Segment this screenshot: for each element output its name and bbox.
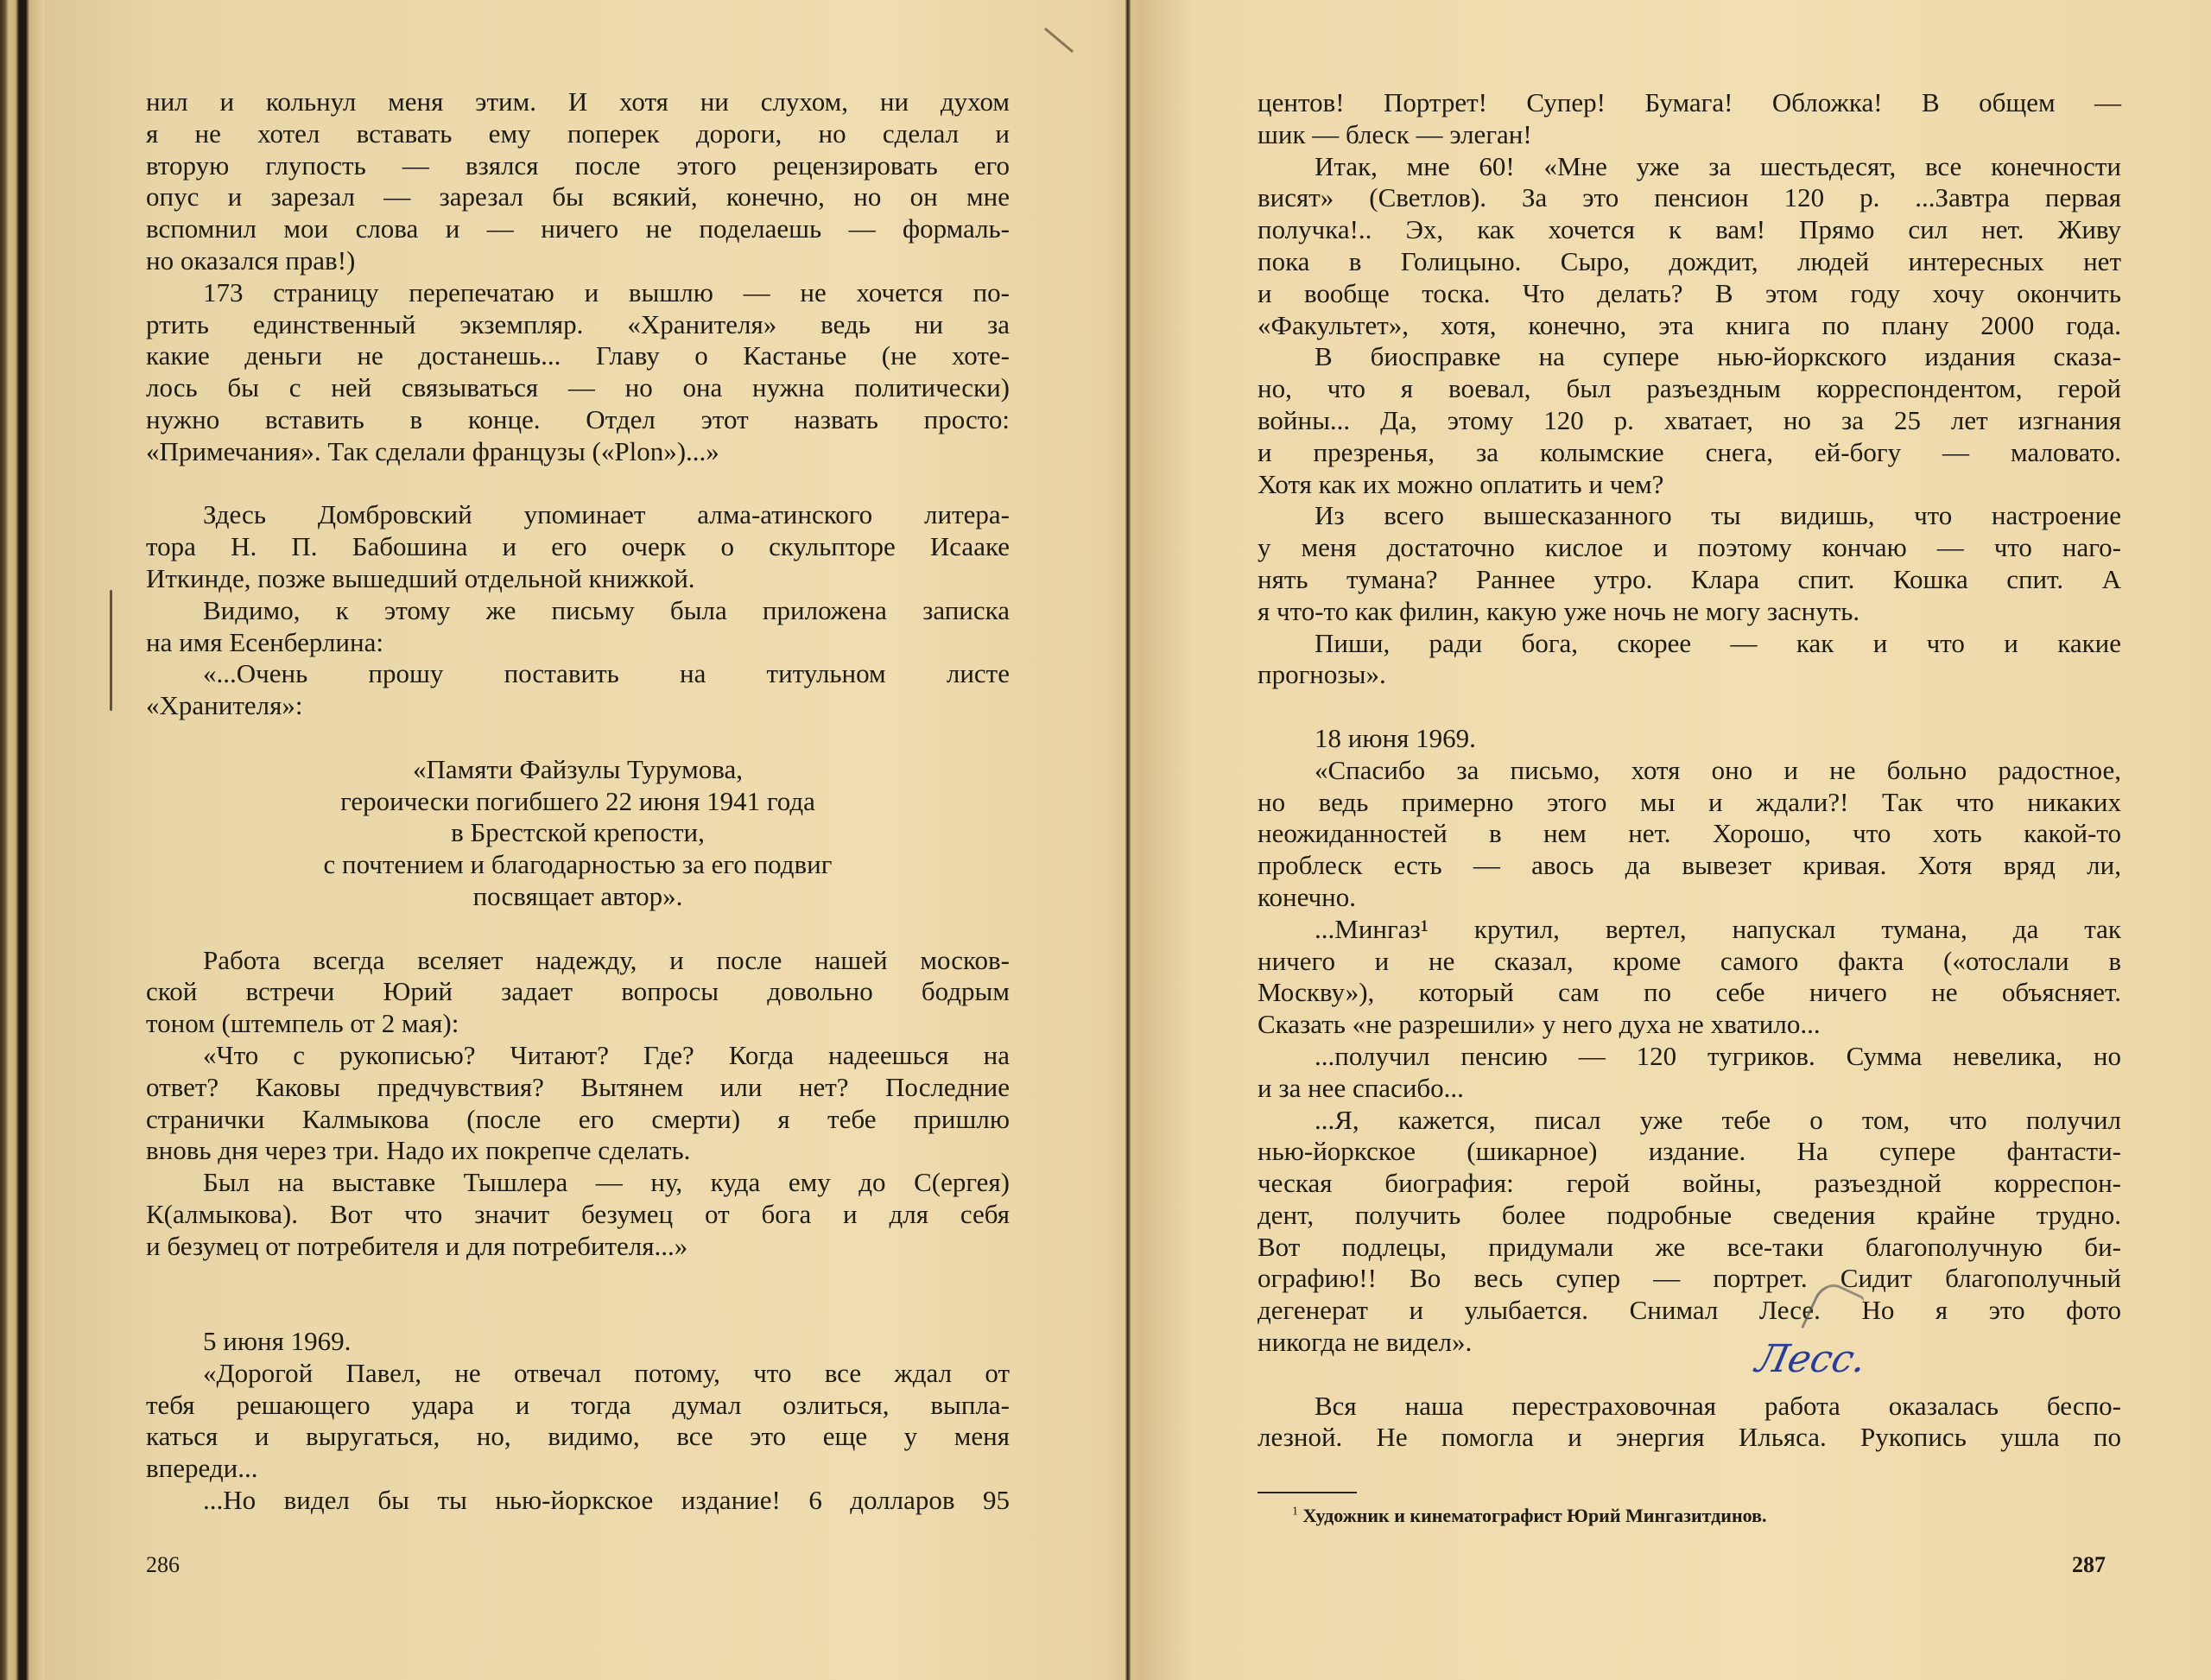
text-line: Из всего вышесказанного ты видишь, что настроение	[1315, 500, 2121, 531]
book-page-edges	[0, 0, 45, 1680]
paragraph-gap	[146, 913, 1010, 945]
text-line: героически погибшего 22 июня 1941 года	[340, 785, 815, 816]
text-line: с почтением и благодарностью за его подвиг	[323, 849, 833, 880]
text-line: 5 июня 1969.	[203, 1326, 352, 1357]
footnote-text: Художник и кинематографист Юрий Мингазитдинов.	[1302, 1505, 1767, 1526]
text-line: и безумец от потребителя и для потребителя...»	[146, 1230, 688, 1261]
text-line: и презренья, за колымские снега, ей-богу — маловато.	[1258, 436, 2121, 467]
text-line: «Спасибо за письмо, хотя оно и не больно радостное,	[1315, 754, 2121, 785]
paragraph-gap	[146, 1262, 1010, 1294]
text-line: неожиданностей в нем нет. Хорошо, что хоть какой-то	[1258, 818, 2121, 849]
left-page-text	[146, 86, 1010, 1517]
text-line: пока в Голицыно. Сыро, дождит, людей интересных нет	[1258, 245, 2121, 276]
text-line: ...Я, кажется, писал уже тебе о том, что получил	[1315, 1104, 2121, 1135]
text-line: но оказался прав!)	[146, 244, 356, 276]
text-line: ...Но видел бы ты нью-йоркское издание! 6 долларов 95	[203, 1485, 1010, 1516]
text-line: впереди...	[146, 1453, 258, 1484]
text-line: странички Калмыкова (после его смерти) я тебе пришлю	[146, 1103, 1010, 1134]
footnote-marker: 1	[1292, 1505, 1298, 1518]
text-line: ...Мингаз¹ крутил, вертел, напускал тумана, да так	[1315, 913, 2121, 944]
text-line: каться и выругаться, но, видимо, все это еще у меня	[146, 1421, 1010, 1452]
text-line: Работа всегда вселяет надежду, и после нашей москов-	[203, 944, 1010, 975]
text-line: ничего и не сказал, кроме самого факта («отослали в	[1258, 945, 2121, 976]
text-line: нять тумана? Раннее утро. Клара спит. Кошка спит. А	[1258, 563, 2121, 594]
text-line: получка!.. Эх, как хочется к вам! Прямо сил нет. Живу	[1258, 214, 2121, 245]
page-number-right: 287	[2072, 1552, 2106, 1577]
text-line: тебя решающего удара и тогда думал озлиться, выпла-	[146, 1389, 1010, 1420]
text-line: я что-то как филин, какую уже ночь не могу заснуть.	[1258, 595, 1860, 626]
text-line: ...получил пенсию — 120 тугриков. Сумма невелика, но	[1315, 1040, 2121, 1071]
text-line: «Что с рукописью? Читают? Где? Когда надеешься на	[203, 1039, 1010, 1070]
text-line: прогнозы».	[1258, 659, 1386, 690]
text-line: «...Очень прошу поставить на титульном листе	[203, 658, 1010, 689]
text-line: ографию!! Во весь супер — портрет. Сидит благополучный	[1258, 1263, 2121, 1294]
text-line: 173 страницу перепечатаю и вышлю — не хочется по-	[203, 276, 1010, 307]
text-line: В биосправке на супере нью-йоркского издания сказа-	[1315, 341, 2121, 372]
footnote	[1258, 1505, 2156, 1527]
text-line: опус и зарезал — зарезал бы всякий, конечно, но он мне	[146, 181, 1010, 212]
text-line: тора Н. П. Бабошина и его очерк о скульпторе Исааке	[146, 531, 1010, 562]
text-line: шик — блеск — элеган!	[1258, 118, 1532, 149]
text-line: тоном (штемпель от 2 мая):	[146, 1008, 459, 1039]
handwritten-annotation: Лесс.	[1752, 1337, 1871, 1381]
text-line: и за нее спасибо...	[1258, 1072, 1464, 1103]
text-line: «Хранителя»:	[146, 690, 303, 721]
paragraph-gap	[146, 722, 1010, 754]
text-line: лось бы с ней связываться — но она нужна политически)	[146, 372, 1010, 403]
text-line: лезной. Не помогла и энергия Ильяса. Рукопись ушла по	[1258, 1422, 2121, 1453]
paragraph-gap	[146, 468, 1010, 500]
text-line: какие деньги не достанешь... Главу о Кастанье (не хоте-	[146, 340, 1010, 371]
text-line: в Брестской крепости,	[451, 817, 705, 848]
text-line: Сказать «не разрешили» у него духа не хватило...	[1258, 1009, 1821, 1040]
text-line: у меня достаточно кислое и поэтому кончаю — что наго-	[1258, 532, 2121, 563]
text-line: я не хотел вставать ему поперек дороги, но сделал и	[146, 117, 1010, 149]
right-page	[1131, 0, 2211, 1680]
text-line: ской встречи Юрий задает вопросы довольно бодрым	[146, 976, 1010, 1007]
text-line: вновь дня через три. Надо их покрепче сделать.	[146, 1135, 691, 1166]
text-line: нил и кольнул меня этим. И хотя ни слухом, ни духом	[146, 86, 1010, 117]
text-line: центов! Портрет! Супер! Бумага! Обложка! В общем —	[1258, 87, 2121, 117]
text-line: «Факультет», хотя, конечно, эта книга по плану 2000 года.	[1258, 309, 2121, 340]
text-line: вспомнил мои слова и — ничего не поделаешь — формаль-	[146, 213, 1010, 244]
paragraph-gap	[146, 1294, 1010, 1326]
text-line: висят» (Светлов). За это пенсион 120 р. ...Завтра первая	[1258, 182, 2121, 213]
text-line: на имя Есенберлина:	[146, 626, 383, 657]
text-line: Иткинде, позже вышедший отдельной книжкой.	[146, 562, 695, 593]
text-line: проблеск есть — авось да вывезет кривая. Хотя вряд ли,	[1258, 850, 2121, 881]
text-line: посвящает автор».	[472, 880, 683, 911]
text-line: войны... Да, этому 120 р. хватает, но за 25 лет изгнания	[1258, 404, 2121, 435]
text-line: Хотя как их можно оплатить и чем?	[1258, 468, 1664, 499]
text-line: Итак, мне 60! «Мне уже за шестьдесят, все конечности	[1315, 150, 2121, 181]
text-line: Здесь Домбровский упоминает алма-атинского литера-	[203, 499, 1010, 530]
text-line: дент, получить более подробные сведения крайне трудно.	[1258, 1199, 2121, 1230]
text-line: Вот подлецы, придумали же все-таки благополучную би-	[1258, 1231, 2121, 1262]
text-line: Видимо, к этому же письму была приложена записка	[203, 594, 1010, 625]
text-line: «Памяти Файзулы Турумова,	[413, 753, 743, 784]
text-line: конечно.	[1258, 881, 1356, 912]
text-line: К(алмыкова). Вот что значит безумец от бога и для себя	[146, 1198, 1010, 1229]
text-line: Вся наша перестраховочная работа оказалась беспо-	[1315, 1390, 2121, 1421]
text-line: 18 июня 1969.	[1315, 722, 1476, 753]
paragraph-gap	[1258, 1359, 2121, 1391]
text-line: и вообще тоска. Что делать? В этом году хочу окончить	[1258, 277, 2121, 308]
text-line: никогда не видел».	[1258, 1327, 1473, 1358]
text-line: но, что я воевал, был разъездным корреспондентом, герой	[1258, 373, 2121, 404]
text-line: Был на выставке Тышлера — ну, куда ему до С(ергея)	[203, 1167, 1010, 1198]
text-line: но ведь примерно этого мы и ждали?! Так что никаких	[1258, 786, 2121, 817]
text-line: «Дорогой Павел, не отвечал потому, что все ждал от	[203, 1357, 1010, 1388]
text-line: дегенерат и улыбается. Снимал Лесе. Но я это фото	[1258, 1295, 2121, 1326]
text-line: ответ? Каковы предчувствия? Вытянем или нет? Последние	[146, 1071, 1010, 1102]
text-line: нью-йоркское (шикарное) издание. На супере фантасти-	[1258, 1136, 2121, 1167]
left-page	[45, 0, 1125, 1680]
text-line: «Примечания». Так сделали французы («Plon»)...»	[146, 435, 719, 466]
text-line: нужно вставить в конце. Отдел этот назвать просто:	[146, 403, 1010, 434]
page-number-left: 286	[146, 1552, 180, 1577]
text-line: вторую глупость — взялся после этого рецензировать его	[146, 149, 1010, 181]
margin-pencil-mark	[110, 590, 112, 711]
footnote-rule	[1258, 1492, 1357, 1493]
paragraph-gap	[1258, 691, 2121, 723]
text-line: Москву»), который сам по себе ничего не объясняет.	[1258, 977, 2121, 1008]
text-line: ртить единственный экземпляр. «Хранителя» ведь ни за	[146, 308, 1010, 339]
text-line: Пиши, ради бога, скорее — как и что и какие	[1315, 627, 2121, 658]
text-line: ческая биография: герой войны, разъездной корреспон-	[1258, 1168, 2121, 1199]
right-page-text	[1258, 87, 2121, 1454]
